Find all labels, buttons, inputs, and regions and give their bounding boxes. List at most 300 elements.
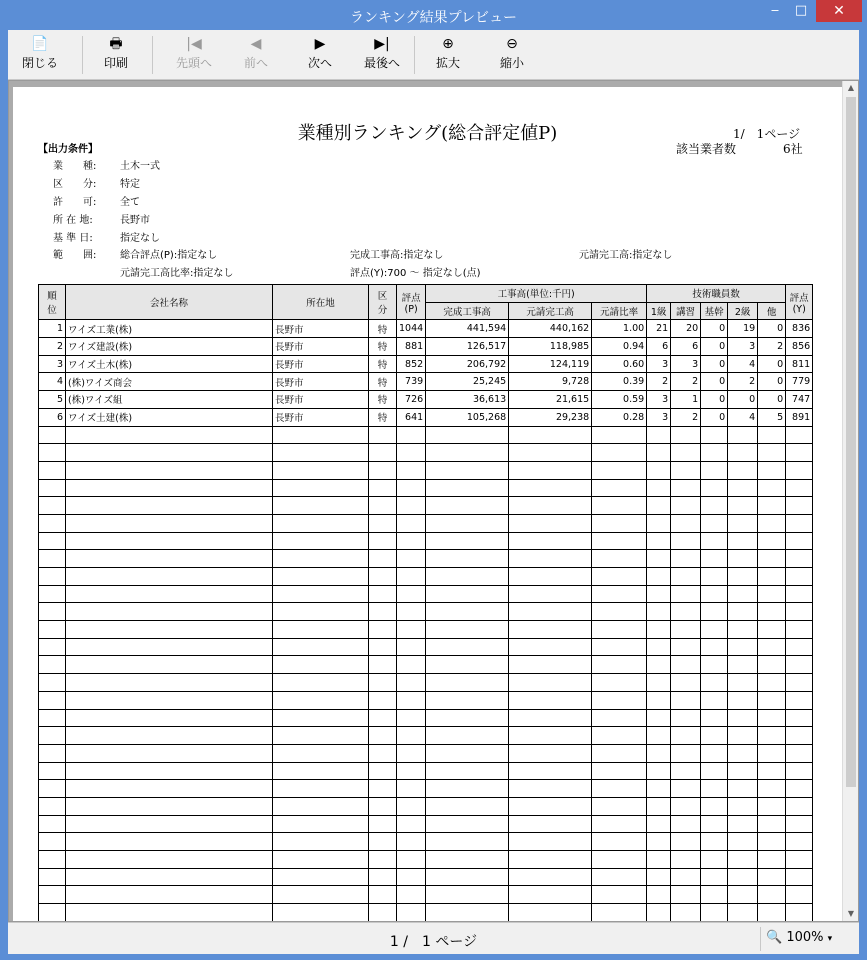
- cell-division: 特: [369, 338, 397, 356]
- empty-cell: [758, 744, 786, 762]
- empty-cell: [592, 638, 647, 656]
- empty-cell: [671, 532, 701, 550]
- condition-value: 全て: [120, 197, 140, 208]
- empty-cell: [39, 904, 66, 922]
- empty-cell: [728, 851, 758, 869]
- empty-cell: [647, 461, 671, 479]
- cell-prime: 440,162: [509, 320, 592, 338]
- empty-cell: [273, 691, 369, 709]
- empty-cell: [786, 532, 813, 550]
- next-button[interactable]: [300, 34, 340, 76]
- empty-cell: [273, 603, 369, 621]
- cell-s2: 19: [728, 320, 758, 338]
- empty-cell: [273, 638, 369, 656]
- empty-cell: [426, 461, 509, 479]
- empty-cell: [728, 426, 758, 444]
- empty-cell: [758, 603, 786, 621]
- empty-cell: [66, 762, 273, 780]
- empty-cell: [397, 656, 426, 674]
- cell-sk: 0: [701, 338, 728, 356]
- empty-cell: [701, 603, 728, 621]
- cell-rank: 2: [39, 338, 66, 356]
- cell-ratio: 0.60: [592, 355, 647, 373]
- empty-row: [39, 568, 813, 586]
- cell-rank: 5: [39, 391, 66, 409]
- empty-cell: [647, 621, 671, 639]
- empty-cell: [728, 621, 758, 639]
- empty-cell: [728, 904, 758, 922]
- header-location: 所在地: [273, 285, 369, 320]
- empty-cell: [273, 621, 369, 639]
- empty-cell: [397, 744, 426, 762]
- empty-cell: [671, 691, 701, 709]
- empty-row: [39, 815, 813, 833]
- range-item: 評点(Y):700 ～ 指定なし(点): [350, 268, 481, 279]
- empty-cell: [39, 479, 66, 497]
- empty-cell: [786, 762, 813, 780]
- empty-cell: [592, 603, 647, 621]
- empty-cell: [66, 444, 273, 462]
- empty-cell: [592, 815, 647, 833]
- report-title: 業種別ランキング(総合評定値P): [297, 123, 558, 144]
- cell-ratio: 0.94: [592, 338, 647, 356]
- empty-cell: [671, 868, 701, 886]
- first-button[interactable]: [168, 34, 220, 76]
- empty-cell: [509, 674, 592, 692]
- empty-cell: [647, 904, 671, 922]
- print-button[interactable]: [96, 34, 136, 76]
- empty-cell: [66, 815, 273, 833]
- empty-cell: [647, 497, 671, 515]
- empty-cell: [66, 904, 273, 922]
- empty-cell: [397, 868, 426, 886]
- toolbar-separator: [152, 36, 153, 74]
- empty-cell: [39, 638, 66, 656]
- zoom-control[interactable]: [766, 930, 832, 945]
- empty-cell: [647, 886, 671, 904]
- empty-cell: [671, 585, 701, 603]
- prev-label: 前へ: [243, 56, 268, 70]
- empty-cell: [273, 815, 369, 833]
- empty-row: [39, 780, 813, 798]
- empty-cell: [509, 497, 592, 515]
- empty-cell: [39, 815, 66, 833]
- empty-cell: [701, 709, 728, 727]
- empty-cell: [66, 603, 273, 621]
- empty-cell: [369, 727, 397, 745]
- cell-division: 特: [369, 355, 397, 373]
- empty-cell: [66, 886, 273, 904]
- empty-cell: [39, 762, 66, 780]
- empty-cell: [758, 444, 786, 462]
- empty-cell: [728, 461, 758, 479]
- header-staff-other: 他: [758, 302, 786, 320]
- empty-cell: [273, 426, 369, 444]
- empty-cell: [728, 656, 758, 674]
- title-bar[interactable]: [0, 0, 867, 30]
- empty-cell: [647, 479, 671, 497]
- empty-cell: [426, 550, 509, 568]
- empty-cell: [369, 585, 397, 603]
- empty-cell: [369, 709, 397, 727]
- empty-cell: [426, 674, 509, 692]
- scroll-up-icon[interactable]: ▲: [847, 83, 855, 92]
- cell-sk: 0: [701, 373, 728, 391]
- header-staff-1: 1級: [647, 302, 671, 320]
- cell-y: 779: [786, 373, 813, 391]
- cell-prime: 29,238: [509, 408, 592, 426]
- empty-cell: [592, 444, 647, 462]
- print-label: 印刷: [103, 56, 128, 70]
- empty-cell: [273, 674, 369, 692]
- empty-cell: [758, 833, 786, 851]
- empty-cell: [786, 833, 813, 851]
- last-button[interactable]: [360, 34, 404, 76]
- empty-cell: [426, 851, 509, 869]
- empty-cell: [592, 461, 647, 479]
- empty-cell: [758, 568, 786, 586]
- empty-cell: [671, 461, 701, 479]
- table-row: [39, 408, 813, 426]
- empty-cell: [786, 727, 813, 745]
- empty-row: [39, 851, 813, 869]
- empty-cell: [592, 691, 647, 709]
- empty-cell: [592, 780, 647, 798]
- empty-cell: [66, 532, 273, 550]
- zoom-in-button[interactable]: [428, 34, 468, 76]
- magnifier-icon: 🔍: [766, 930, 783, 945]
- empty-cell: [39, 426, 66, 444]
- close-label: 閉じる: [21, 56, 58, 70]
- empty-cell: [592, 904, 647, 922]
- empty-cell: [397, 797, 426, 815]
- empty-cell: [786, 674, 813, 692]
- empty-cell: [369, 851, 397, 869]
- cell-s1: 3: [647, 391, 671, 409]
- empty-cell: [369, 638, 397, 656]
- cell-sk: 0: [701, 320, 728, 338]
- window-title: ランキング結果プレビュー: [349, 10, 518, 26]
- empty-cell: [509, 426, 592, 444]
- empty-cell: [397, 514, 426, 532]
- empty-cell: [671, 603, 701, 621]
- zoom-out-icon: ⊖: [506, 36, 518, 52]
- cell-location: 長野市: [273, 373, 369, 391]
- condition-value: 特定: [120, 179, 140, 190]
- empty-cell: [671, 514, 701, 532]
- empty-cell: [592, 585, 647, 603]
- table-row: [39, 391, 813, 409]
- empty-cell: [426, 727, 509, 745]
- empty-cell: [426, 656, 509, 674]
- empty-cell: [397, 461, 426, 479]
- empty-cell: [728, 532, 758, 550]
- cell-location: 長野市: [273, 320, 369, 338]
- empty-cell: [39, 532, 66, 550]
- empty-cell: [509, 621, 592, 639]
- empty-cell: [786, 815, 813, 833]
- empty-cell: [369, 691, 397, 709]
- empty-cell: [647, 797, 671, 815]
- empty-row: [39, 868, 813, 886]
- empty-cell: [592, 550, 647, 568]
- scroll-down-icon[interactable]: ▼: [847, 909, 855, 918]
- empty-cell: [426, 691, 509, 709]
- empty-row: [39, 497, 813, 515]
- empty-cell: [397, 532, 426, 550]
- empty-cell: [273, 585, 369, 603]
- empty-row: [39, 674, 813, 692]
- header-completed: 完成工事高: [426, 302, 509, 320]
- empty-cell: [39, 656, 66, 674]
- cell-company: (株)ワイズ商会: [66, 373, 273, 391]
- count-label: 該当業者数: [676, 142, 737, 156]
- empty-cell: [671, 744, 701, 762]
- preview-viewport[interactable]: [8, 80, 859, 922]
- empty-cell: [786, 550, 813, 568]
- empty-cell: [273, 532, 369, 550]
- empty-cell: [786, 461, 813, 479]
- cell-prime: 118,985: [509, 338, 592, 356]
- empty-cell: [647, 709, 671, 727]
- zoom-in-icon: ⊕: [442, 36, 454, 52]
- cell-rank: 1: [39, 320, 66, 338]
- empty-cell: [758, 461, 786, 479]
- empty-cell: [273, 727, 369, 745]
- empty-cell: [39, 550, 66, 568]
- empty-cell: [397, 426, 426, 444]
- range-item: 元請完工高比率:指定なし: [120, 268, 234, 279]
- empty-row: [39, 621, 813, 639]
- header-prime-completed: 元請完工高: [509, 302, 592, 320]
- empty-cell: [509, 550, 592, 568]
- empty-row: [39, 638, 813, 656]
- empty-cell: [786, 497, 813, 515]
- cell-rank: 4: [39, 373, 66, 391]
- cell-location: 長野市: [273, 391, 369, 409]
- header-p-score: 評点 (P): [397, 285, 426, 320]
- cell-s2: 3: [728, 338, 758, 356]
- empty-cell: [369, 797, 397, 815]
- empty-cell: [701, 780, 728, 798]
- empty-cell: [397, 568, 426, 586]
- empty-cell: [369, 514, 397, 532]
- cell-p: 726: [397, 391, 426, 409]
- empty-cell: [426, 797, 509, 815]
- empty-cell: [369, 603, 397, 621]
- zoom-level: 100%: [786, 930, 824, 945]
- empty-cell: [273, 780, 369, 798]
- scrollbar-thumb[interactable]: [846, 97, 856, 787]
- vertical-scrollbar[interactable]: [842, 81, 858, 921]
- header-staff-group: 技術職員数: [647, 285, 786, 303]
- empty-cell: [66, 691, 273, 709]
- cell-so: 2: [758, 338, 786, 356]
- empty-cell: [426, 497, 509, 515]
- empty-cell: [701, 638, 728, 656]
- empty-cell: [273, 886, 369, 904]
- empty-cell: [701, 514, 728, 532]
- empty-cell: [758, 674, 786, 692]
- range-label: 範 囲:: [53, 250, 97, 261]
- empty-cell: [66, 709, 273, 727]
- empty-cell: [647, 868, 671, 886]
- empty-cell: [397, 638, 426, 656]
- cell-completed: 441,594: [426, 320, 509, 338]
- maximize-button[interactable]: □: [794, 3, 808, 18]
- empty-cell: [369, 674, 397, 692]
- empty-cell: [758, 550, 786, 568]
- header-y-score: 評点 (Y): [786, 285, 813, 320]
- empty-cell: [273, 461, 369, 479]
- condition-label: 許 可:: [53, 197, 97, 208]
- empty-cell: [66, 833, 273, 851]
- empty-cell: [369, 568, 397, 586]
- empty-cell: [592, 621, 647, 639]
- empty-cell: [369, 868, 397, 886]
- range-item: 元請完工高:指定なし: [579, 250, 673, 261]
- empty-cell: [66, 797, 273, 815]
- empty-cell: [647, 532, 671, 550]
- close-window-button[interactable]: ✕: [816, 0, 862, 22]
- empty-cell: [728, 886, 758, 904]
- empty-cell: [397, 479, 426, 497]
- empty-cell: [273, 851, 369, 869]
- empty-cell: [671, 833, 701, 851]
- empty-cell: [701, 904, 728, 922]
- empty-cell: [786, 851, 813, 869]
- empty-cell: [397, 621, 426, 639]
- cell-completed: 36,613: [426, 391, 509, 409]
- empty-cell: [786, 797, 813, 815]
- empty-cell: [273, 497, 369, 515]
- empty-cell: [728, 797, 758, 815]
- header-prime-ratio: 元請比率: [592, 302, 647, 320]
- cell-completed: 126,517: [426, 338, 509, 356]
- empty-cell: [66, 497, 273, 515]
- empty-cell: [671, 886, 701, 904]
- empty-cell: [39, 603, 66, 621]
- empty-cell: [369, 444, 397, 462]
- condition-value: 長野市: [120, 215, 150, 226]
- cell-sk: 0: [701, 355, 728, 373]
- empty-cell: [701, 426, 728, 444]
- empty-cell: [592, 762, 647, 780]
- empty-cell: [647, 568, 671, 586]
- empty-cell: [671, 479, 701, 497]
- empty-cell: [397, 444, 426, 462]
- empty-cell: [509, 532, 592, 550]
- empty-cell: [592, 797, 647, 815]
- empty-cell: [273, 656, 369, 674]
- empty-cell: [758, 691, 786, 709]
- empty-cell: [728, 762, 758, 780]
- empty-cell: [39, 461, 66, 479]
- empty-cell: [369, 780, 397, 798]
- empty-cell: [509, 709, 592, 727]
- cell-location: 長野市: [273, 338, 369, 356]
- empty-cell: [647, 603, 671, 621]
- cell-y: 891: [786, 408, 813, 426]
- cell-p: 852: [397, 355, 426, 373]
- empty-cell: [758, 638, 786, 656]
- cell-sc: 3: [671, 355, 701, 373]
- header-staff-core: 基幹: [701, 302, 728, 320]
- empty-cell: [273, 568, 369, 586]
- empty-cell: [39, 851, 66, 869]
- empty-cell: [671, 780, 701, 798]
- empty-cell: [426, 744, 509, 762]
- cell-so: 0: [758, 391, 786, 409]
- empty-cell: [369, 744, 397, 762]
- empty-cell: [39, 886, 66, 904]
- empty-cell: [592, 727, 647, 745]
- cell-s2: 2: [728, 373, 758, 391]
- empty-cell: [758, 727, 786, 745]
- empty-cell: [728, 709, 758, 727]
- empty-cell: [647, 762, 671, 780]
- ranking-table: [38, 284, 813, 922]
- prev-button[interactable]: [236, 34, 276, 76]
- cell-sc: 1: [671, 391, 701, 409]
- empty-cell: [701, 727, 728, 745]
- range-item: 総合評点(P):指定なし: [120, 250, 218, 261]
- empty-cell: [647, 780, 671, 798]
- cell-ratio: 0.39: [592, 373, 647, 391]
- empty-cell: [647, 444, 671, 462]
- empty-cell: [397, 550, 426, 568]
- empty-cell: [647, 815, 671, 833]
- empty-cell: [397, 904, 426, 922]
- empty-cell: [671, 709, 701, 727]
- empty-cell: [369, 815, 397, 833]
- empty-cell: [426, 833, 509, 851]
- empty-cell: [758, 851, 786, 869]
- empty-cell: [426, 868, 509, 886]
- empty-cell: [671, 497, 701, 515]
- next-page-icon: ▶: [314, 36, 326, 52]
- empty-cell: [39, 780, 66, 798]
- close-button[interactable]: [16, 34, 64, 76]
- empty-cell: [786, 744, 813, 762]
- cell-rank: 6: [39, 408, 66, 426]
- empty-cell: [66, 479, 273, 497]
- empty-cell: [701, 621, 728, 639]
- empty-cell: [701, 691, 728, 709]
- empty-cell: [786, 603, 813, 621]
- empty-row: [39, 426, 813, 444]
- empty-cell: [39, 585, 66, 603]
- header-staff-course: 講習: [671, 302, 701, 320]
- empty-cell: [509, 886, 592, 904]
- empty-cell: [728, 585, 758, 603]
- empty-cell: [426, 780, 509, 798]
- empty-cell: [426, 479, 509, 497]
- header-construction-group: 工事高(単位:千円): [426, 285, 647, 303]
- empty-cell: [592, 497, 647, 515]
- first-page-icon: |◀: [186, 36, 202, 52]
- empty-cell: [426, 886, 509, 904]
- empty-cell: [273, 833, 369, 851]
- empty-cell: [66, 585, 273, 603]
- cell-sc: 2: [671, 373, 701, 391]
- empty-cell: [647, 638, 671, 656]
- zoom-out-button[interactable]: [492, 34, 532, 76]
- empty-cell: [728, 674, 758, 692]
- minimize-button[interactable]: ‒: [770, 3, 780, 18]
- empty-cell: [369, 833, 397, 851]
- cell-sc: 6: [671, 338, 701, 356]
